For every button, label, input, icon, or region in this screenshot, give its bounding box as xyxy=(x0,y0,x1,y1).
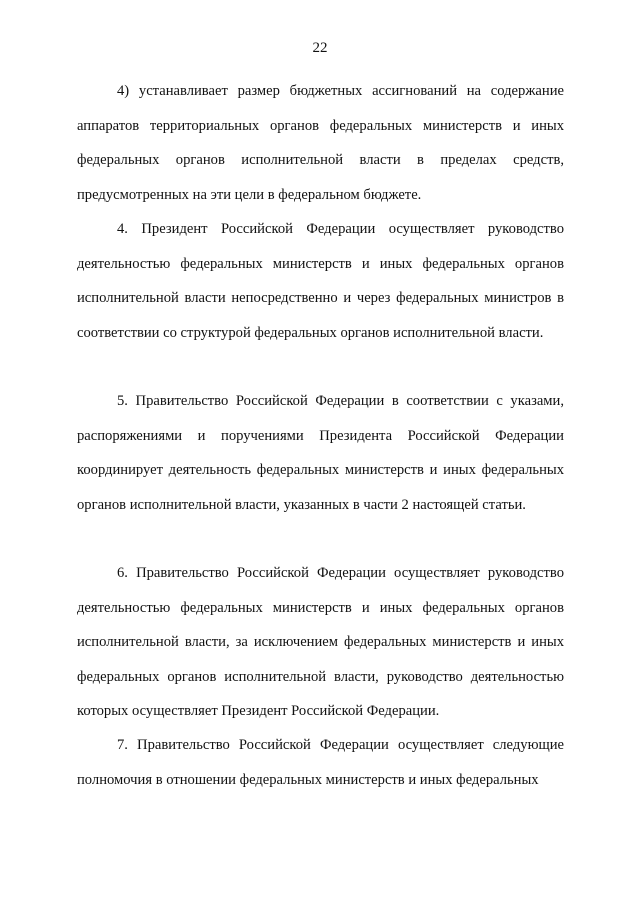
paragraph-7-government-powers: 7. Правительство Российской Федерации осуществляет следующие полномочия в отношении федеральных министерств и иных федеральных xyxy=(77,737,564,788)
paragraph-item-4-budget: 4) устанавливает размер бюджетных ассигнований на содержание аппаратов территориальных органов федеральных министерств и иных федеральных органов исполнительной власти в пределах средств, предусмотренных на эти цели в федеральном бюджете. xyxy=(77,83,564,203)
paragraph-4-president-leadership: 4. Президент Российской Федерации осуществляет руководство деятельностью федеральных министерств и иных федеральных органов исполнительной власти непосредственно и через федеральных министров в соответствии со структурой федеральных органов исполнительной власти. xyxy=(77,221,564,341)
page-number: 22 xyxy=(312,40,328,56)
paragraph-5-government-coordination: 5. Правительство Российской Федерации в соответствии с указами, распоряжениями и поручениями Президента Российской Федерации координирует деятельность федеральных министерств и иных федеральных органов исполнительной власти, указанных в части 2 настоящей статьи. xyxy=(77,393,564,513)
paragraph-6-government-leadership: 6. Правительство Российской Федерации осуществляет руководство деятельностью федеральных министерств и иных федеральных органов исполнительной власти, за исключением федеральных министерств и иных федеральных органов исполнительной власти, руководство деятельностью которых осуществляет Президент Российской Федерации. xyxy=(77,565,564,720)
